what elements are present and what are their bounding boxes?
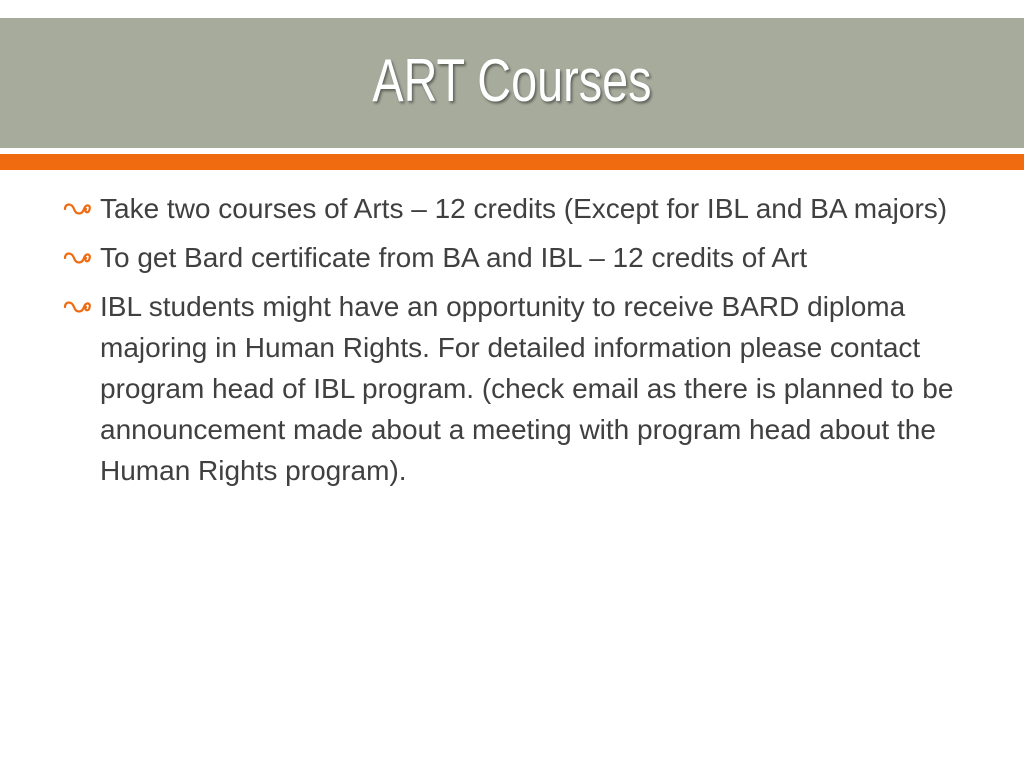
bullet-text: To get Bard certificate from BA and IBL – 12 credits of Art bbox=[100, 242, 808, 273]
slide-title: ART Courses bbox=[372, 46, 652, 114]
bullet-item bbox=[60, 237, 970, 278]
bullet-text: IBL students might have an opportunity to receive BARD diploma majoring in Human Rights. For detailed information please contact program head of IBL program. (check email as there is planned to be announcement made about a meeting with program head about the Human Rights program). bbox=[100, 291, 954, 486]
bullet-item bbox=[60, 188, 970, 229]
title-bar bbox=[0, 18, 1024, 148]
bullet-list bbox=[60, 188, 970, 499]
accent-bar bbox=[0, 154, 1024, 170]
swirl-bullet-icon bbox=[62, 248, 92, 268]
swirl-bullet-icon bbox=[62, 199, 92, 219]
swirl-bullet-icon bbox=[62, 297, 92, 317]
bullet-text: Take two courses of Arts – 12 credits (Except for IBL and BA majors) bbox=[100, 193, 948, 224]
bullet-item bbox=[60, 286, 970, 491]
